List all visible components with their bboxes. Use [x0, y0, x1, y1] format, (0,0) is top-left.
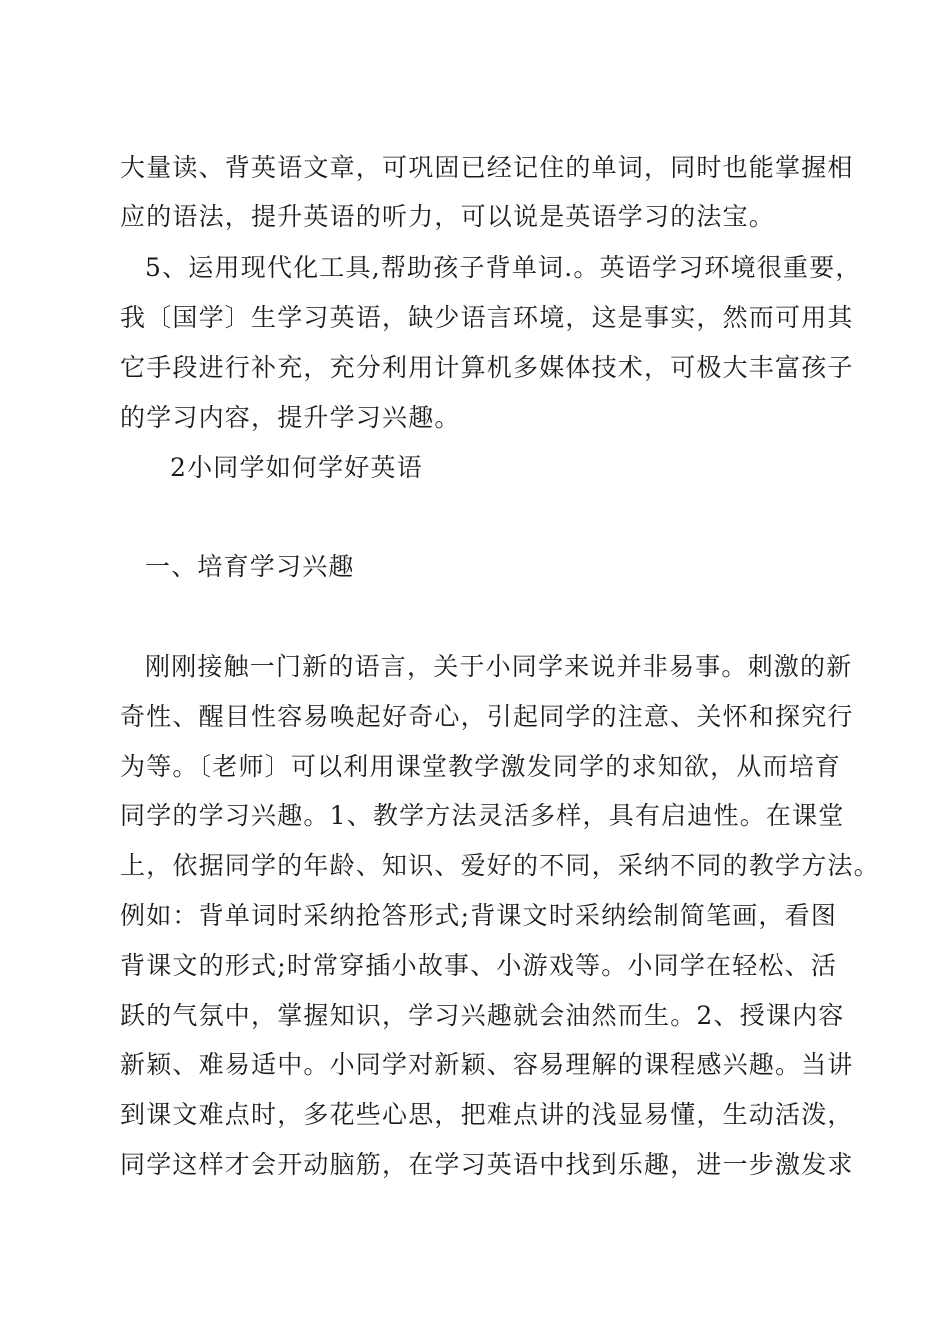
text-line: 新颖、难易适中。小同学对新颖、容易理解的课程感兴趣。当讲 [120, 1050, 854, 1079]
text-line: 背课文的形式;时常穿插小故事、小游戏等。小同学在轻松、活 [120, 951, 838, 980]
text-line: 奇性、醒目性容易唤起好奇心，引起同学的注意、关怀和探究行 [120, 702, 854, 731]
section-heading: 一、培育学习兴趣 [145, 552, 355, 581]
text-line: 为等。〔老师〕可以利用课堂教学激发同学的求知欲，从而培育 [120, 752, 842, 781]
text-line: 我〔国学〕生学习英语，缺少语言环境，这是事实，然而可用其 [120, 303, 854, 332]
text-line: 例如：背单词时采纳抢答形式;背课文时采纳绘制简笔画，看图 [120, 901, 838, 930]
text-line: 上，依据同学的年龄、知识、爱好的不同，采纳不同的教学方法。 [120, 851, 880, 880]
text-line: 5、运用现代化工具,帮助孩子背单词.。英语学习环境很重要， [145, 253, 862, 282]
text-line: 到课文难点时，多花些心思，把难点讲的浅显易懂，生动活泼， [120, 1100, 854, 1129]
text-line: 同学的学习兴趣。1、教学方法灵活多样，具有启迪性。在课堂 [120, 801, 845, 830]
text-line: 跃的气氛中，掌握知识，学习兴趣就会油然而生。2、授课内容 [120, 1001, 845, 1030]
text-line: 刚刚接触一门新的语言，关于小同学来说并非易事。刺激的新 [145, 652, 853, 681]
article-heading: 2小同学如何学好英语 [170, 453, 423, 482]
text-line: 应的语法，提升英语的听力，可以说是英语学习的法宝。 [120, 202, 776, 231]
text-line: 的学习内容，提升学习兴趣。 [120, 403, 461, 432]
text-line: 大量读、背英语文章，可巩固已经记住的单词，同时也能掌握相 [120, 153, 854, 182]
text-line: 同学这样才会开动脑筋，在学习英语中找到乐趣，进一步激发求 [120, 1150, 854, 1179]
text-line: 它手段进行补充，充分利用计算机多媒体技术，可极大丰富孩子 [120, 353, 854, 382]
